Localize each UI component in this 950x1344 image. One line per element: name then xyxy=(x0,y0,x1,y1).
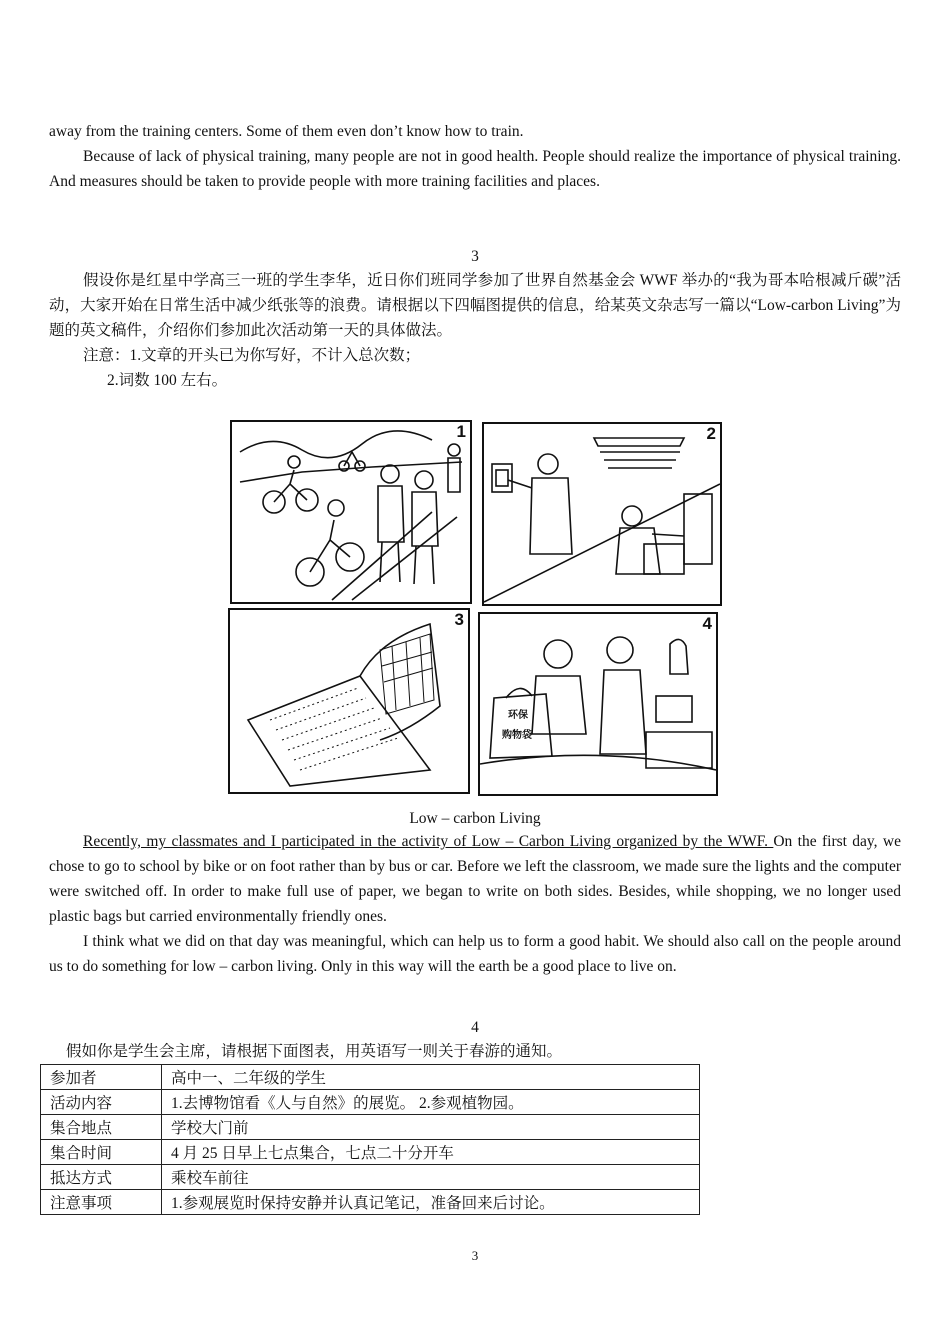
panel-4 xyxy=(478,612,718,796)
panel-2 xyxy=(482,422,722,606)
table-key: 活动内容 xyxy=(41,1090,162,1115)
table-key: 集合时间 xyxy=(41,1140,162,1165)
table-row xyxy=(41,1115,700,1140)
table-value: 4 月 25 日早上七点集合，七点二十分开车 xyxy=(162,1140,700,1165)
page-number: 3 xyxy=(471,1248,479,1263)
section-number-4: 4 xyxy=(471,1019,479,1036)
four-panel-illustration xyxy=(228,418,722,798)
table-key: 参加者 xyxy=(41,1065,162,1090)
continued-paragraph: away from the training centers. Some of them even don’t know how to train. xyxy=(49,123,524,140)
essay-opening-underlined: Recently, my classmates and I participated in the activity of Low – Carbon Living organized by the WWF. xyxy=(83,833,774,850)
essay-paragraph-1 xyxy=(49,829,901,929)
double-sided-paper-icon xyxy=(230,610,468,792)
table-key: 集合地点 xyxy=(41,1115,162,1140)
table-row xyxy=(41,1090,700,1115)
panel-number: 4 xyxy=(702,614,712,633)
panel-number: 2 xyxy=(706,424,716,443)
table-key: 注意事项 xyxy=(41,1190,162,1215)
shopping-bag-icon xyxy=(480,614,716,794)
panel-3 xyxy=(228,608,470,794)
section3-prompt: 假设你是红星中学高三一班的学生李华，近日你们班同学参加了世界自然基金会 WWF 举办的“我为哥本哈根减斤碳”活动，大家开始在日常生活中减少纸张等的浪费。请根据以下四幅图提供的信息，给某英文杂志写一篇以“Low-carbon Living”为题的英文稿件，介绍你们参加此次活动第一天的具体做法。 xyxy=(49,272,901,339)
essay-title: Low – carbon Living xyxy=(409,810,541,827)
physical-training-paragraph: Because of lack of physical training, many people are not in good health. People should realize the importance of physical training. And measures should be taken to provide people with more training facilities and places. xyxy=(49,148,901,190)
section4-prompt: 假如你是学生会主席，请根据下面图表，用英语写一则关于春游的通知。 xyxy=(66,1043,563,1060)
table-value: 学校大门前 xyxy=(162,1115,700,1140)
section3-note-1: 注意：1.文章的开头已为你写好，不计入总次数； xyxy=(83,347,421,364)
table-row xyxy=(41,1065,700,1090)
table-value: 1.去博物馆看《人与自然》的展览。 2.参观植物园。 xyxy=(162,1090,700,1115)
table-key: 抵达方式 xyxy=(41,1165,162,1190)
switching-off-lights-icon xyxy=(484,424,720,604)
table-row xyxy=(41,1165,700,1190)
table-value: 乘校车前往 xyxy=(162,1165,700,1190)
section-number-3: 3 xyxy=(471,248,479,265)
essay-paragraph-2: I think what we did on that day was meaningful, which can help us to form a good habit. We should also call on the people around us to do something for low – carbon living. Only in this way will the earth be a good place to live on. xyxy=(49,933,901,975)
spring-outing-table xyxy=(40,1064,700,1215)
table-row xyxy=(41,1190,700,1215)
section3-note-2: 2.词数 100 左右。 xyxy=(107,372,228,389)
cycling-walking-icon xyxy=(232,422,470,602)
panel-1 xyxy=(230,420,472,604)
bag-text-2: 购物袋 xyxy=(502,730,532,741)
table-row xyxy=(41,1140,700,1165)
table-value: 1.参观展览时保持安静并认真记笔记，准备回来后讨论。 xyxy=(162,1190,700,1215)
bag-text-1: 环保 xyxy=(508,710,528,721)
table-value: 高中一、二年级的学生 xyxy=(162,1065,700,1090)
panel-number: 3 xyxy=(454,610,464,629)
panel-number: 1 xyxy=(456,422,466,441)
essay-paragraph-1-rest: On the first day, we chose to go to school by bike or on foot rather than by bus or car. Before we left the classroom, we made sure the lights and the computer were switched off. In order to make full use of paper, we began to write on both sides. Besides, while shopping, we no longer used plastic bags but carried environmentally friendly ones. xyxy=(49,833,901,925)
